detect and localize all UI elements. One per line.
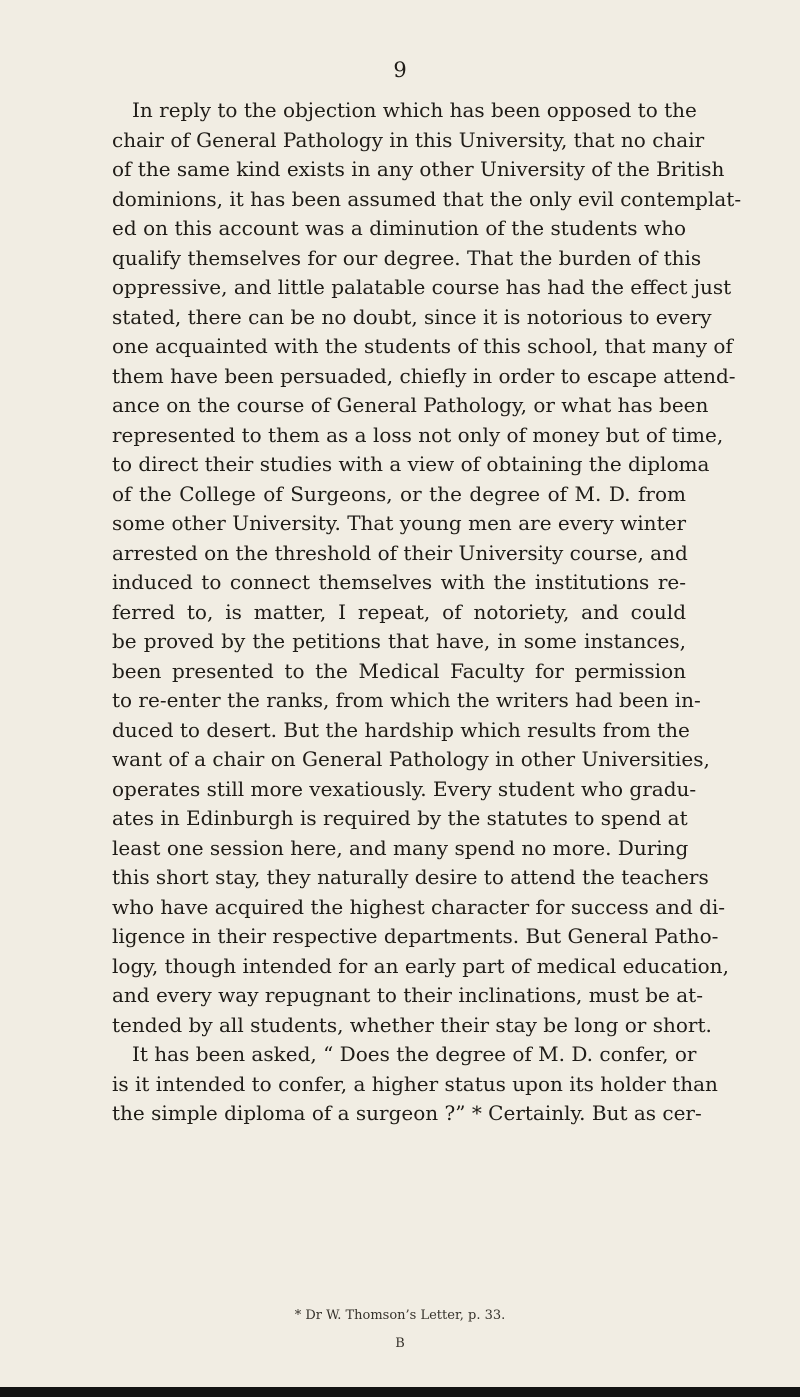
- body-text: [112, 96, 742, 1129]
- text-line: ance on the course of General Pathology, or what has been: [112, 393, 709, 417]
- text-line: ed on this account was a diminution of the students who: [112, 216, 686, 240]
- text-line: some other University. That young men are every winter: [112, 511, 686, 535]
- text-line: induced to connect themselves with the institutions re-: [112, 570, 686, 594]
- text-line: operates still more vexatiously. Every student who gradu-: [112, 776, 697, 801]
- text-line: want of a chair on General Pathology in other Universities,: [112, 747, 710, 771]
- text-line: represented to them as a loss not only of money but of time,: [112, 422, 724, 447]
- text-line: It has been asked, “ Does the degree of M. D. confer, or: [132, 1042, 697, 1066]
- text-line: dominions, it has been assumed that the only evil contemplat-: [112, 186, 742, 211]
- text-line: be proved by the petitions that have, in some instances,: [112, 629, 686, 653]
- scan-edge-bar: [0, 1387, 800, 1397]
- text-line: ligence in their respective departments. But General Patho-: [112, 924, 719, 948]
- text-line: is it intended to confer, a higher status upon its holder than: [112, 1071, 718, 1096]
- text-line: them have been persuaded, chiefly in order to escape attend-: [112, 363, 736, 388]
- text-line: chair of General Pathology in this University, that no chair: [112, 127, 705, 152]
- text-line: the simple diploma of a surgeon ?” * Certainly. But as cer-: [112, 1101, 702, 1125]
- text-line: to direct their studies with a view of obtaining the diploma: [112, 452, 710, 476]
- text-line: one acquainted with the students of this school, that many of: [112, 334, 733, 358]
- text-line: who have acquired the highest character for success and di-: [112, 894, 726, 919]
- text-line: duced to desert. But the hardship which results from the: [112, 717, 690, 742]
- text-line: oppressive, and little palatable course has had the effect just: [112, 275, 732, 299]
- text-line: least one session here, and many spend no more. During: [112, 835, 689, 860]
- text-line: tended by all students, whether their stay be long or short.: [112, 1012, 712, 1037]
- text-line: been presented to the Medical Faculty for permission: [112, 658, 686, 683]
- text-line: qualify themselves for our degree. That the burden of this: [112, 245, 702, 270]
- text-line: ferred to, is matter, I repeat, of notoriety, and could: [112, 599, 686, 624]
- text-line: to re-enter the ranks, from which the writers had been in-: [112, 688, 701, 712]
- text-line: of the College of Surgeons, or the degree of M. D. from: [112, 481, 686, 506]
- text-line: logy, though intended for an early part of medical education,: [112, 953, 729, 978]
- text-line: of the same kind exists in any other University of the British: [112, 157, 725, 181]
- text-line: stated, there can be no doubt, since it is notorious to every: [112, 304, 712, 329]
- text-line: ates in Edinburgh is required by the statutes to spend at: [112, 806, 688, 830]
- text-line: arrested on the threshold of their University course, and: [112, 540, 688, 565]
- text-line: In reply to the objection which has been opposed to the: [132, 98, 697, 122]
- footnote: * Dr W. Thomson’s Letter, p. 33.: [294, 1308, 506, 1323]
- text-line: and every way repugnant to their inclinations, must be at-: [112, 983, 703, 1007]
- page-number: 9: [393, 58, 407, 82]
- text-line: this short stay, they naturally desire to attend the teachers: [112, 865, 709, 889]
- signature-mark: B: [395, 1336, 405, 1351]
